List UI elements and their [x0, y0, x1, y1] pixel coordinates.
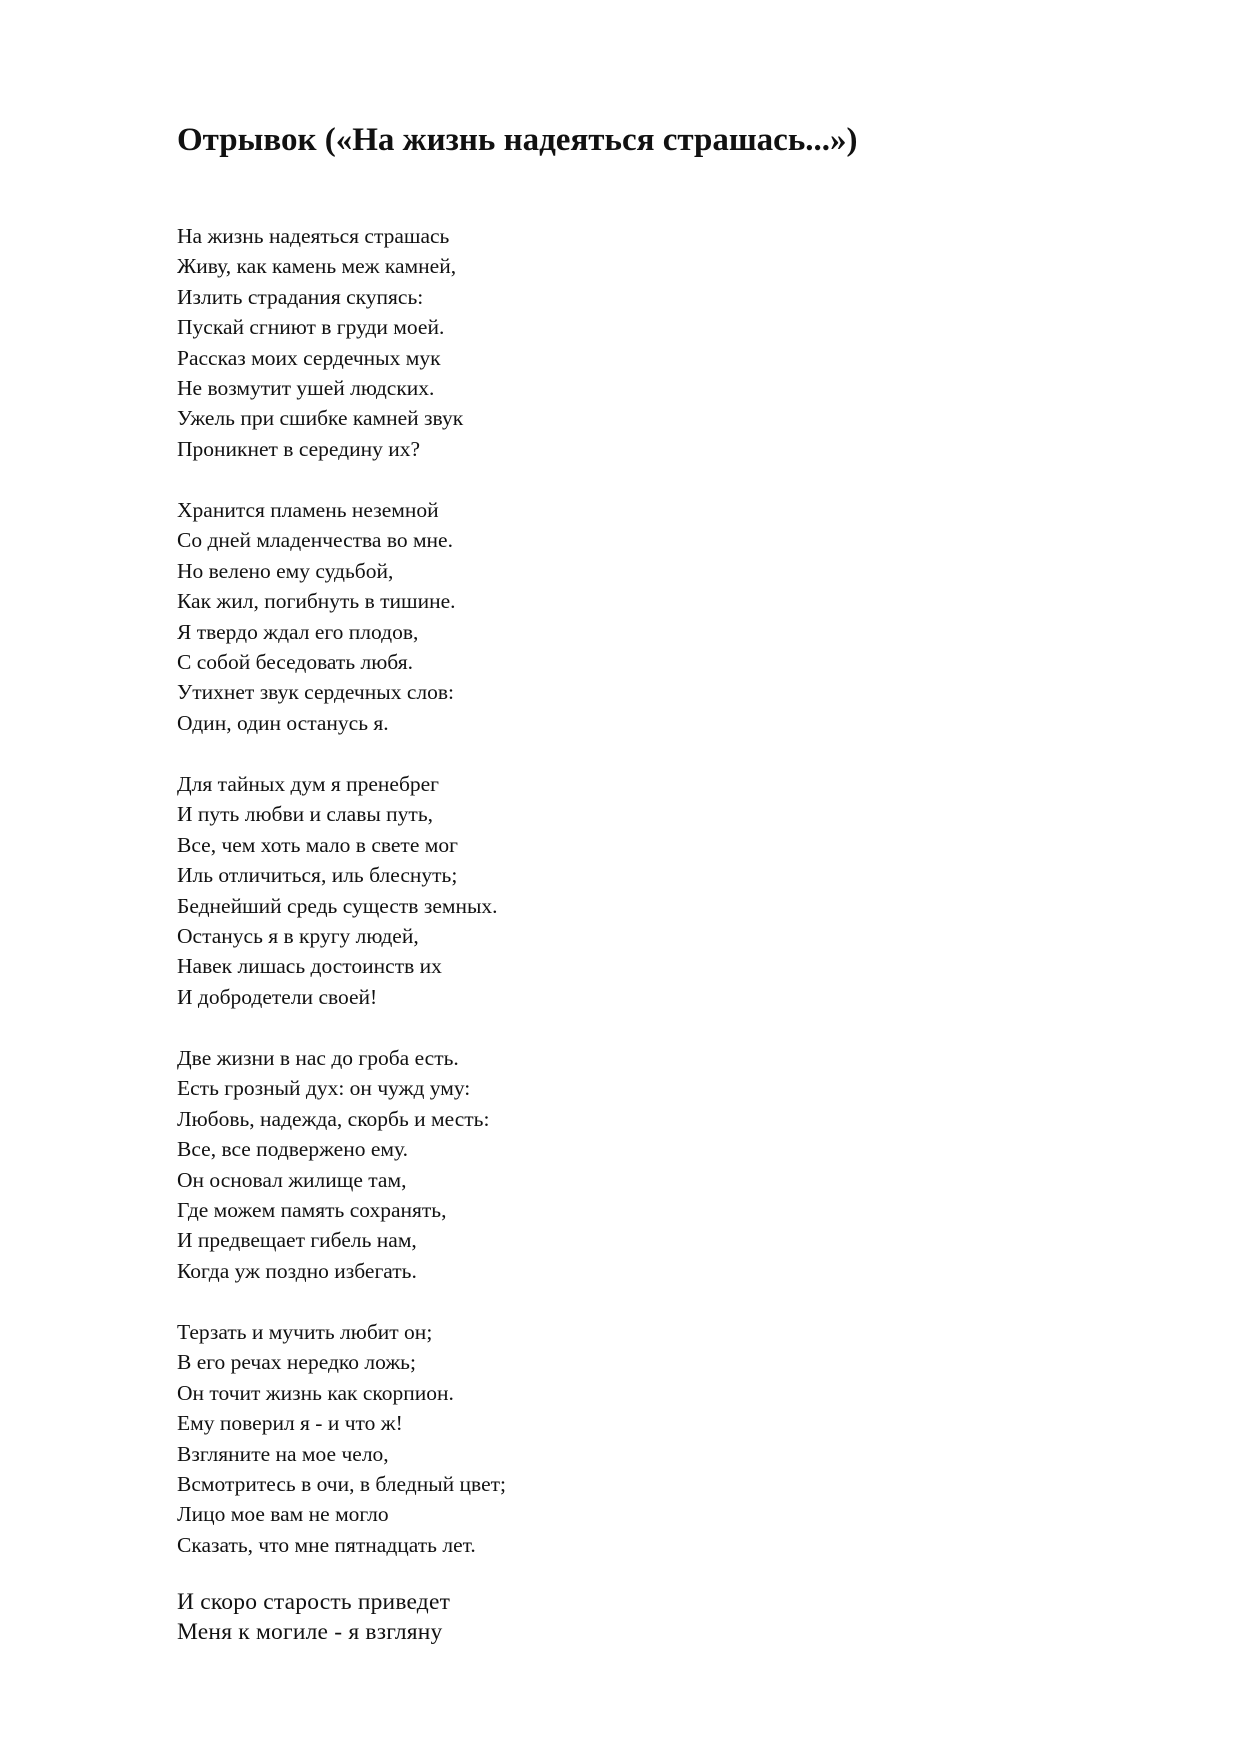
poem-line: И скоро старость приведет — [177, 1589, 451, 1615]
poem-line: Сказать, что мне пятнадцать лет. — [177, 1532, 476, 1557]
poem-line: Где можем память сохранять, — [177, 1198, 447, 1223]
poem-line: Лицо мое вам не могло — [177, 1502, 389, 1527]
poem-line: Беднейший средь существ земных. — [177, 893, 498, 918]
poem-line: Рассказ моих сердечных мук — [177, 345, 441, 370]
poem-line: На жизнь надеяться страшась — [177, 224, 450, 248]
poem-line: И добродетели своей! — [177, 984, 378, 1009]
poem-line: Две жизни в нас до гроба есть. — [177, 1046, 459, 1070]
poem-line: И путь любви и славы путь, — [177, 802, 433, 827]
poem-line: Все, чем хоть мало в свете мог — [177, 832, 458, 857]
poem-line: Не возмутит ушей людских. — [177, 376, 435, 401]
stanza-6 — [177, 1587, 450, 1647]
poem-line: Он точит жизнь как скорпион. — [177, 1380, 454, 1405]
poem-line: Терзать и мучить любит он; — [177, 1320, 433, 1344]
poem-line: Излить страдания скупясь: — [177, 284, 424, 309]
poem-line: Когда уж поздно избегать. — [177, 1258, 417, 1283]
poem-line: Для тайных дум я пренебрег — [177, 772, 439, 796]
stanza-1 — [177, 221, 463, 464]
poem-line: Но велено ему судьбой, — [177, 558, 394, 583]
stanza-3 — [177, 769, 498, 1012]
poem-line: Пускай сгниют в груди моей. — [177, 315, 445, 340]
poem-line: В его речах нередко ложь; — [177, 1350, 416, 1375]
stanza-4 — [177, 1043, 489, 1286]
poem-line: Он основал жилище там, — [177, 1167, 407, 1192]
poem-line: Взгляните на мое чело, — [177, 1441, 389, 1466]
poem-line: И предвещает гибель нам, — [177, 1228, 417, 1253]
stanza-5 — [177, 1317, 506, 1560]
poem-line: Все, все подвержено ему. — [177, 1137, 408, 1162]
poem-line: Останусь я в кругу людей, — [177, 924, 419, 949]
poem-line: Любовь, надежда, скорбь и месть: — [177, 1106, 490, 1131]
poem-line: Меня к могиле - я взгляну — [177, 1619, 443, 1645]
poem-line: Иль отличиться, иль блеснуть; — [177, 863, 458, 888]
poem-line: Всмотритесь в очи, в бледный цвет; — [177, 1472, 506, 1497]
poem-line: Утихнет звук сердечных слов: — [177, 680, 454, 705]
poem-line: Как жил, погибнуть в тишине. — [177, 589, 456, 614]
poem-line: Ужель при сшибке камней звук — [177, 406, 464, 431]
poem-line: Со дней младенчества во мне. — [177, 528, 453, 553]
poem-line: Проникнет в середину их? — [177, 436, 421, 461]
stanza-2 — [177, 495, 456, 738]
poem-line: Живу, как камень меж камней, — [177, 254, 457, 279]
poem-line: Ему поверил я - и что ж! — [177, 1411, 403, 1436]
poem-title: Отрывок («На жизнь надеяться страшась...») — [177, 122, 858, 158]
poem-line: Навек лишась достоинств их — [177, 954, 442, 979]
poem-line: Я твердо ждал его плодов, — [177, 619, 419, 644]
poem-line: Хранится пламень неземной — [177, 498, 439, 522]
poem-line: С собой беседовать любя. — [177, 650, 413, 675]
poem-line: Один, один останусь я. — [177, 710, 389, 735]
poem-line: Есть грозный дух: он чужд уму: — [177, 1076, 471, 1101]
